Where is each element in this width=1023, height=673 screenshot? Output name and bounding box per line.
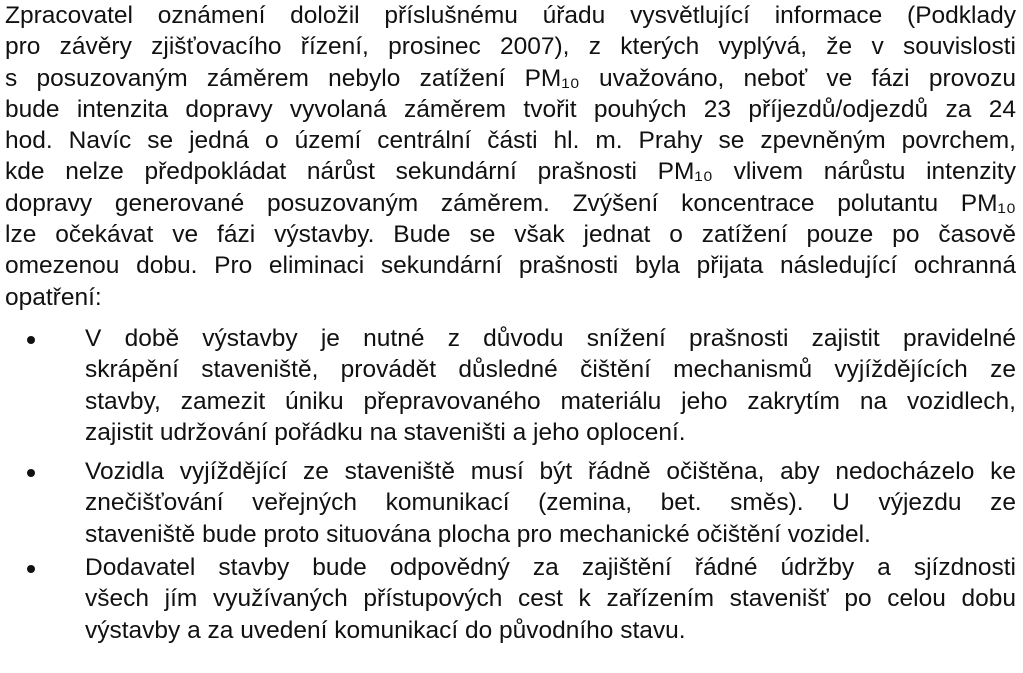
paragraph-line: Zpracovatel oznámení doložil příslušnému úřadu vysvětlující informace (Podklady xyxy=(5,2,1016,29)
list-item-line: Vozidla vyjíždějící ze staveniště musí být řádně očištěna, aby nedocházelo ke xyxy=(85,458,1016,486)
paragraph-line: bude intenzita dopravy vyvolaná záměrem tvořit pouhých 23 příjezdů/odjezdů za 24 xyxy=(5,95,1016,123)
paragraph-line: opatření: xyxy=(5,283,102,311)
list-item-line: V době výstavby je nutné z důvodu snížení prašnosti zajistit pravidelné xyxy=(85,324,1016,352)
paragraph-line: pro závěry zjišťovacího řízení, prosinec 2007), z kterých vyplývá, že v souvislosti xyxy=(5,33,1016,61)
paragraph-line: s posuzovaným záměrem nebylo zatížení PM₁₀ uvažováno, neboť ve fázi provozu xyxy=(5,64,1016,92)
list-item-line: zajistit udržování pořádku na staveništi a jeho oplocení. xyxy=(85,418,686,446)
list-item-line: všech jím využívaných přístupových cest k zařízením stavenišť po celou dobu xyxy=(85,585,1016,613)
list-item xyxy=(5,552,1016,646)
bullet-icon xyxy=(27,565,35,573)
paragraph-line: omezenou dobu. Pro eliminaci sekundární prašnosti byla přijata následující ochranná xyxy=(5,252,1016,280)
paragraph-line: dopravy generované posuzovaným záměrem. Zvýšení koncentrace polutantu PM₁₀ xyxy=(5,189,1016,217)
list-item-line: znečišťování veřejných komunikací (zemina, bet. směs). U výjezdu ze xyxy=(85,489,1016,517)
intro-paragraph xyxy=(5,0,1016,313)
list-item xyxy=(5,323,1016,448)
measures-list xyxy=(5,323,1016,646)
list-item-line: staveniště bude proto situována plocha pro mechanické očištění vozidel. xyxy=(85,520,871,548)
paragraph-line: lze očekávat ve fázi výstavby. Bude se však jednat o zatížení pouze po časově xyxy=(5,221,1016,249)
bullet-icon xyxy=(27,336,35,344)
paragraph-line: kde nelze předpokládat nárůst sekundární prašnosti PM₁₀ vlivem nárůstu intenzity xyxy=(5,158,1016,186)
list-item-line: Dodavatel stavby bude odpovědný za zajištění řádné údržby a sjízdnosti xyxy=(85,554,1016,582)
list-item-line: skrápění staveniště, provádět důsledné čištění mechanismů vyjíždějících ze xyxy=(85,356,1016,384)
list-item-line: stavby, zamezit úniku přepravovaného materiálu jeho zakrytím na vozidlech, xyxy=(85,387,1016,415)
paragraph-line: hod. Navíc se jedná o území centrální části hl. m. Prahy se zpevněným povrchem, xyxy=(5,127,1016,155)
bullet-icon xyxy=(27,469,35,477)
list-item-line: výstavby a za uvedení komunikací do původního stavu. xyxy=(85,616,686,644)
list-item xyxy=(5,456,1016,550)
